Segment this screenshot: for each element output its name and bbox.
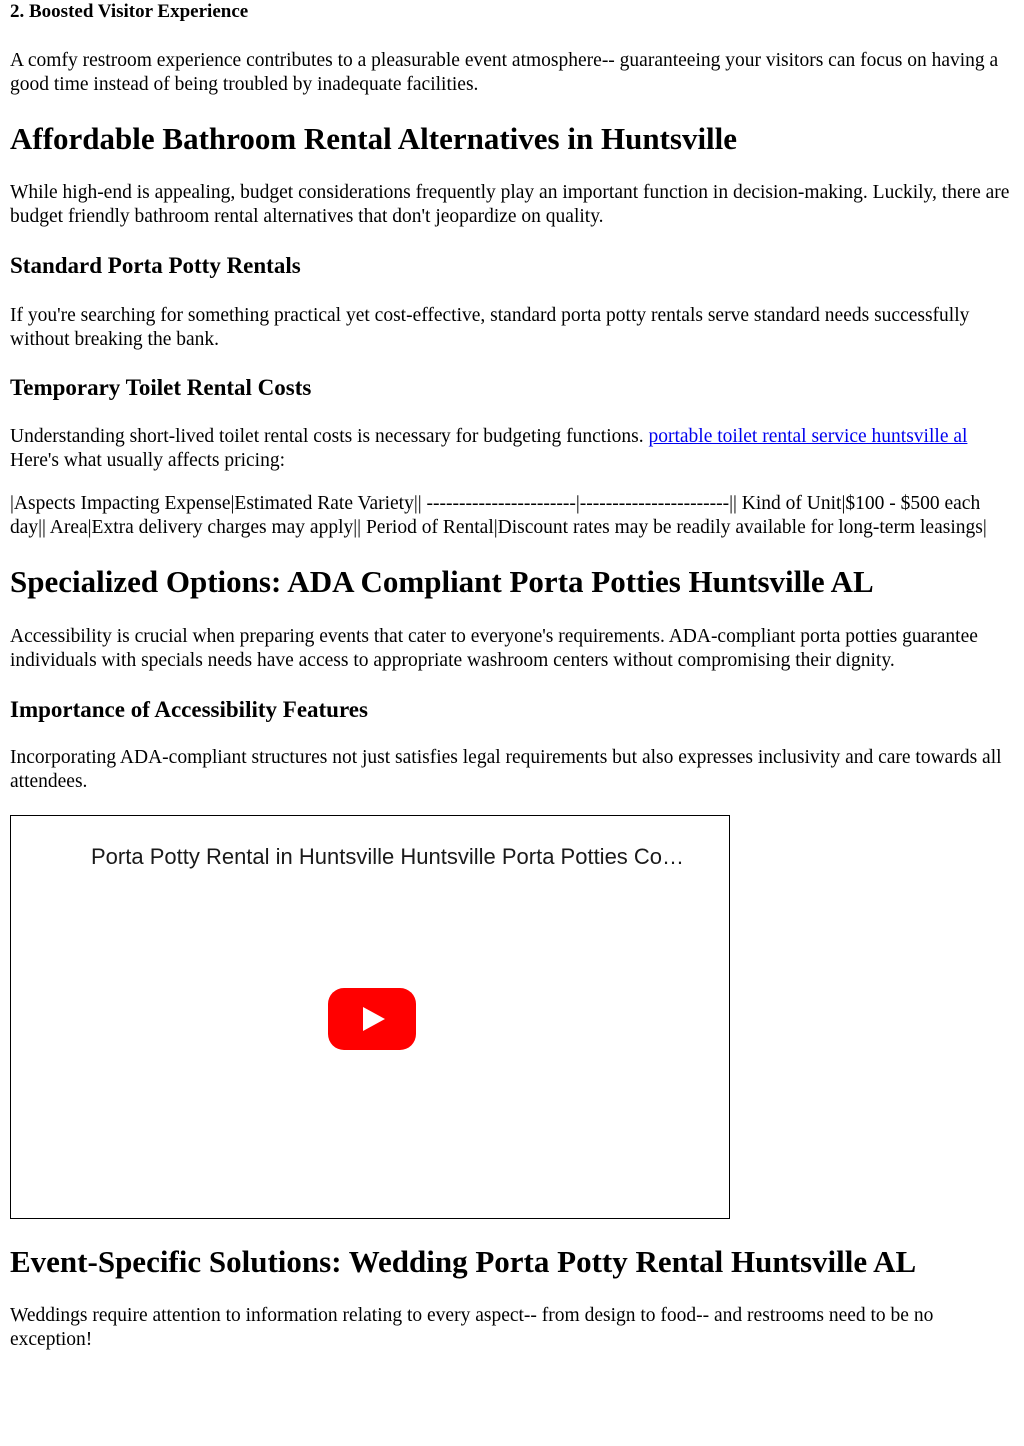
standard-heading: Standard Porta Potty Rentals [10,253,301,278]
affordable-paragraph: While high-end is appealing, budget considerations frequently play an important function in decision-making. Luckily, there are budget friendly bathroom rental alternatives that don't jeopardize on quality. [10,182,1010,227]
pricing-table-text: |Aspects Impacting Expense|Estimated Rate Variety|| -----------------------|-----------------------|| Kind of Unit|$100 - $500 each day|| Area|Extra delivery charges may apply|| Period of Rental|Discount rates may be readily available for long-term leasings| [10,493,987,538]
rental-service-link[interactable]: portable toilet rental service huntsville al [648,426,968,447]
wedding-paragraph: Weddings require attention to information relating to every aspect-- from design to food-- and restrooms need to be no exception! [10,1305,934,1350]
boosted-heading: 2. Boosted Visitor Experience [10,1,249,22]
costs-text-before: Understanding short-lived toilet rental costs is necessary for budgeting functions. [10,426,644,447]
boosted-paragraph: A comfy restroom experience contributes to a pleasurable event atmosphere-- guaranteeing your visitors can focus on having a good time instead of being troubled by inadequate facilities. [10,50,999,95]
costs-paragraph [10,425,1014,472]
affordable-heading: Affordable Bathroom Rental Alternatives in Huntsville [10,121,738,156]
accessibility-heading: Importance of Accessibility Features [10,697,368,722]
play-icon [328,988,416,1050]
costs-text-after: Here's what usually affects pricing: [10,449,285,471]
accessibility-paragraph: Incorporating ADA-compliant structures not just satisfies legal requirements but also expresses inclusivity and care towards all attendees. [10,747,1002,792]
video-embed[interactable] [10,815,730,1219]
costs-heading: Temporary Toilet Rental Costs [10,375,312,400]
specialized-heading: Specialized Options: ADA Compliant Porta Potties Huntsville AL [10,564,874,599]
play-button[interactable] [328,988,416,1050]
wedding-heading: Event-Specific Solutions: Wedding Porta Potty Rental Huntsville AL [10,1244,917,1279]
specialized-paragraph: Accessibility is crucial when preparing events that cater to everyone's requirements. ADA-compliant porta potties guarantee individuals with specials needs have access to appropriate washroom centers without compromising their dignity. [10,626,978,671]
video-title[interactable]: Porta Potty Rental in Huntsville Huntsville Porta Potties Co… [91,844,685,869]
standard-paragraph: If you're searching for something practical yet cost-effective, standard porta potty rentals serve standard needs successfully without breaking the bank. [10,305,970,350]
